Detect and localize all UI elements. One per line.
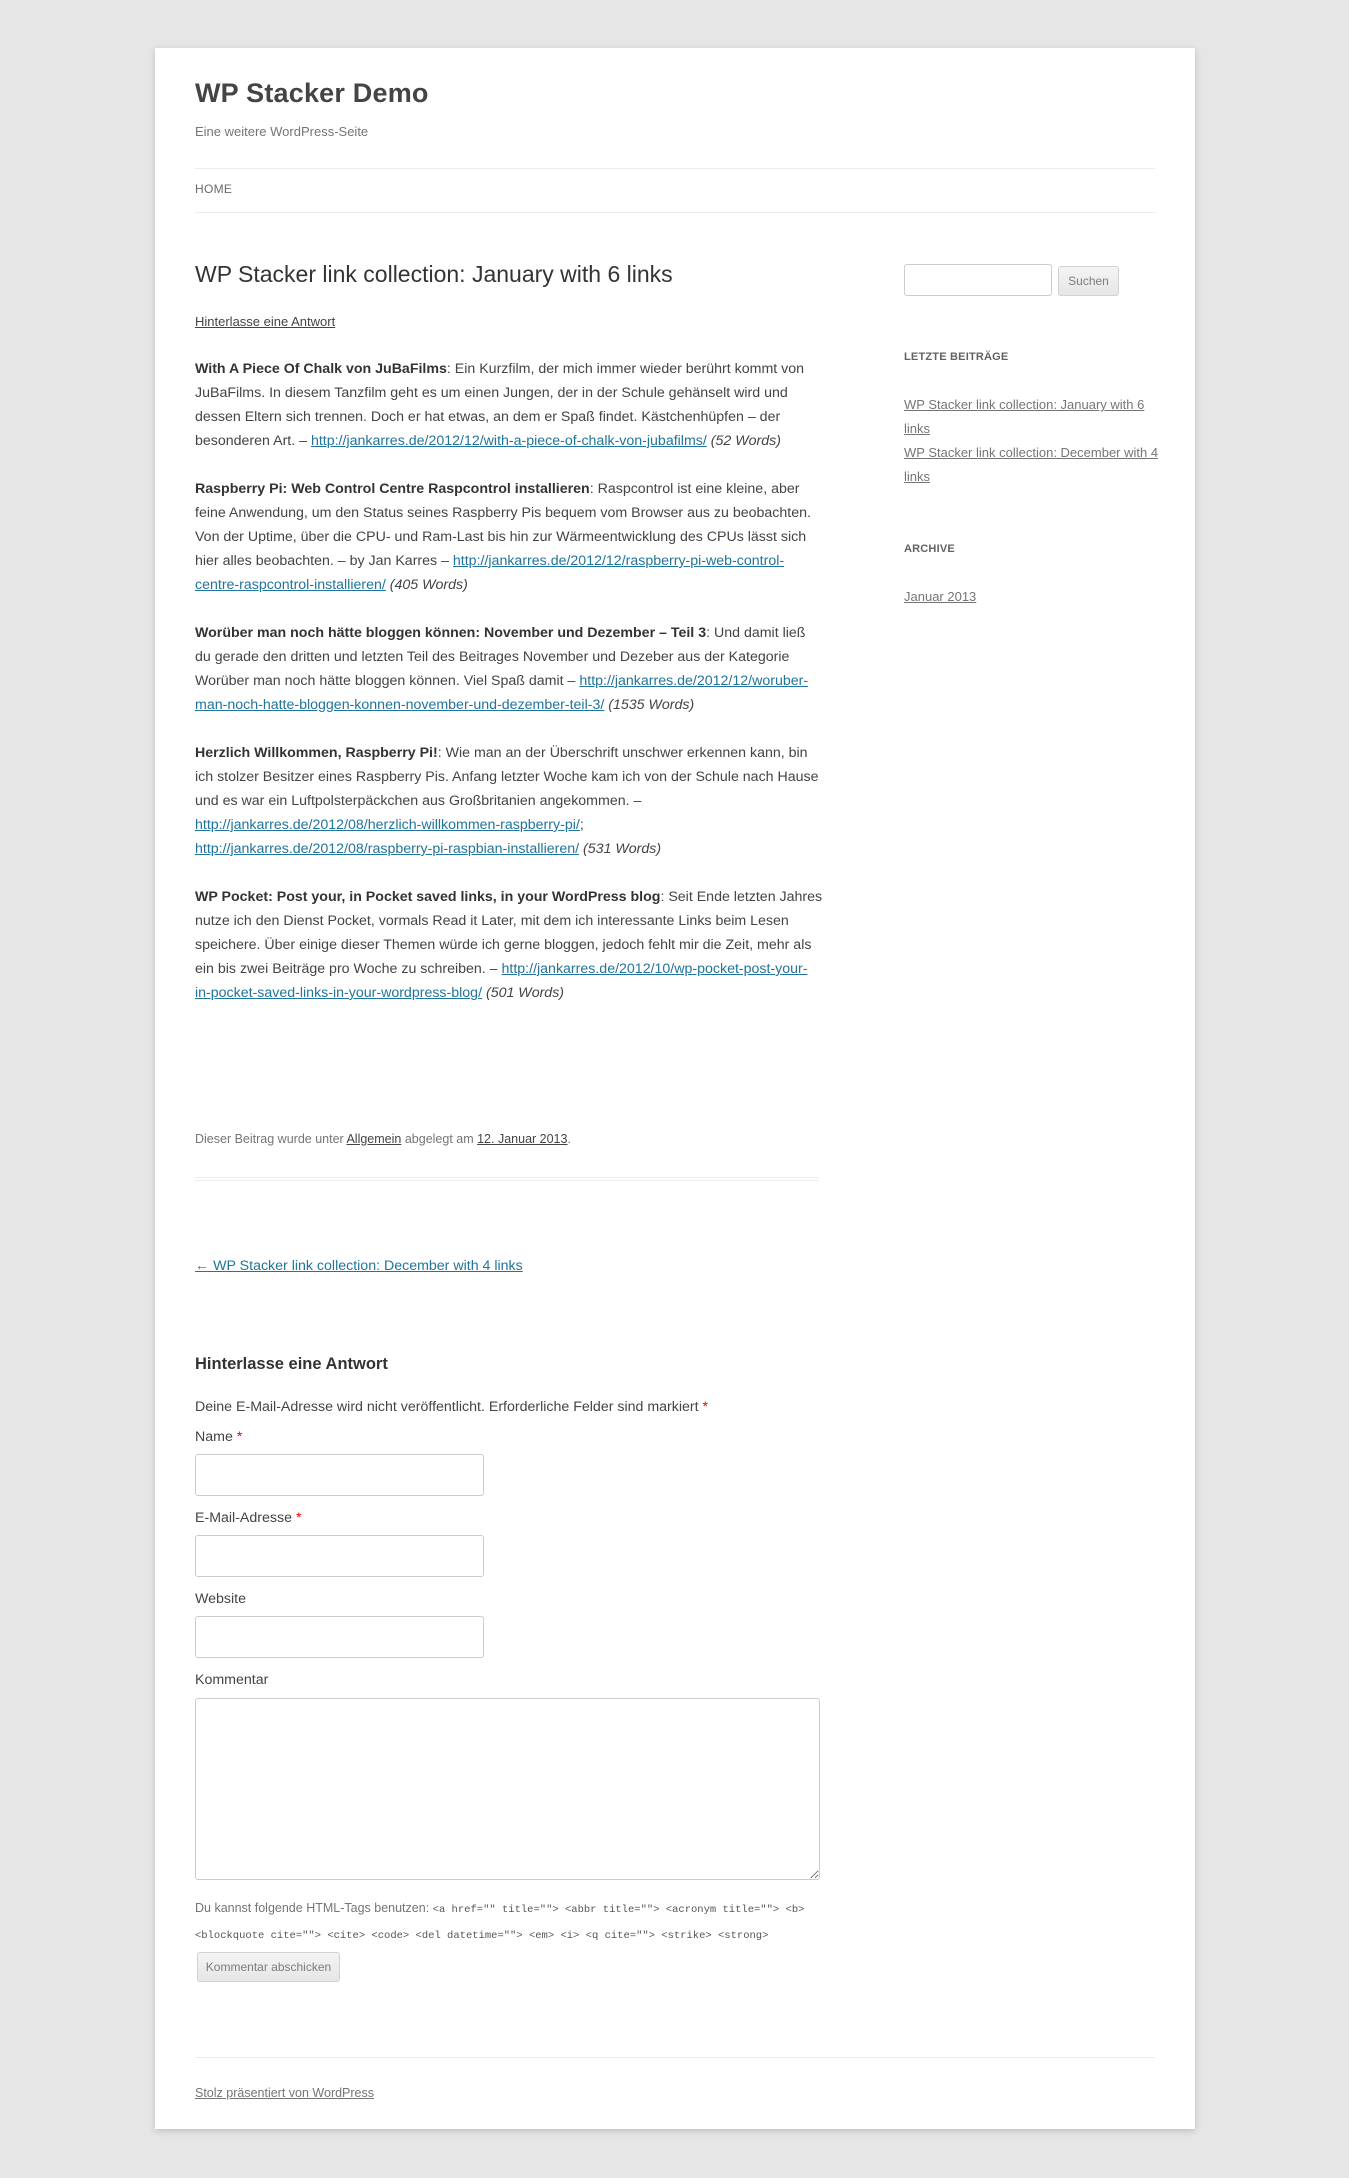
link-item-url[interactable]: http://jankarres.de/2012/12/with-a-piece-of-chalk-von-jubafilms/ xyxy=(310,433,707,449)
recent-post-link[interactable]: WP Stacker link collection: January with 6 links xyxy=(904,397,1145,436)
required-mark: * xyxy=(702,1399,709,1415)
link-separator: ; xyxy=(579,817,584,833)
entry-meta xyxy=(195,1132,571,1146)
comment-textarea[interactable] xyxy=(195,1698,820,1880)
previous-post-link[interactable]: ← WP Stacker link collection: December with 4 links xyxy=(195,1258,523,1274)
website-label: Website xyxy=(195,1591,246,1607)
link-item xyxy=(195,477,823,597)
nav-item-home[interactable]: HOME xyxy=(195,182,233,196)
link-item xyxy=(195,741,823,861)
recent-post-item xyxy=(904,441,1159,489)
recent-post-link[interactable]: WP Stacker link collection: December with 4 links xyxy=(904,445,1159,484)
submit-comment-button[interactable]: Kommentar abschicken xyxy=(197,1952,340,1982)
link-item-words: (501 Words) xyxy=(485,985,565,1001)
entry-title[interactable]: WP Stacker link collection: January with 6 links xyxy=(195,261,673,287)
link-item-title: With A Piece Of Chalk von JuBaFilms xyxy=(195,361,447,377)
nav-divider-top xyxy=(195,168,1155,169)
recent-posts-list xyxy=(904,393,1159,489)
search-button[interactable]: Suchen xyxy=(1058,266,1119,296)
link-item-words: (1535 Words) xyxy=(608,697,695,713)
link-item-text: : Seit Ende letzten Jahres nutze ich den Dienst Pocket, vormals Read it Later, mit dem ich interessante Links beim Lesen speichere. Über einige dieser Themen würde ich gerne bloggen, jedoch fehlt mir die Zeit, mehr als ein bis zwei Beiträge pro Woche zu schreiben. – xyxy=(195,889,823,977)
comment-notes-text: Deine E-Mail-Adresse wird nicht veröffentlicht. Erforderliche Felder sind markiert xyxy=(195,1399,699,1415)
required-mark: * xyxy=(295,1510,302,1526)
link-item xyxy=(195,357,823,453)
comment-label: Kommentar xyxy=(195,1672,269,1688)
name-label-text: Name xyxy=(195,1429,233,1445)
site-description: Eine weitere WordPress-Seite xyxy=(195,124,369,139)
link-item-words: (52 Words) xyxy=(710,433,781,449)
email-label xyxy=(195,1510,301,1526)
link-item-url[interactable]: http://jankarres.de/2012/12/raspberry-pi-web-control-centre-raspcontrol-installieren/ xyxy=(195,553,785,593)
nav-divider-bottom xyxy=(195,212,1155,213)
email-field[interactable] xyxy=(195,1535,484,1577)
allowed-tags-list: <a href="" title=""> <abbr title=""> <acronym title=""> <b> <blockquote cite=""> <cite> <code> <del datetime=""> <em> <i> <q cite=""> <strike> <strong> xyxy=(195,1904,805,1942)
link-item-words: (405 Words) xyxy=(389,577,468,593)
website-field[interactable] xyxy=(195,1616,484,1658)
archive-item xyxy=(904,585,1159,609)
archive-title: ARCHIVE xyxy=(904,543,955,555)
meta-suffix: . xyxy=(567,1132,571,1146)
link-item-title: Herzlich Willkommen, Raspberry Pi! xyxy=(195,745,438,761)
leave-reply-link[interactable]: Hinterlasse eine Antwort xyxy=(195,314,336,329)
link-item xyxy=(195,885,823,1005)
link-item-text: : Raspcontrol ist eine kleine, aber feine Anwendung, um den Status seines Raspberry Pis bequem vom Browser aus zu beobachten. Von der Uptime, über die CPU- und Ram-Last bis hin zur Wärmeentwicklung des CPUs lässt sich hier alles beobachten. – by Jan Karres – xyxy=(195,481,811,569)
link-item-text: : Und damit ließ du gerade den dritten und letzten Teil des Beitrages November und Dezeber aus der Kategorie Worüber man noch hätte bloggen können. Viel Spaß damit – xyxy=(195,625,806,689)
search-input[interactable] xyxy=(904,264,1052,296)
allowed-tags-note xyxy=(195,1896,820,1948)
required-mark: * xyxy=(236,1429,243,1445)
page-container xyxy=(155,48,1195,2129)
link-item-text: : Wie man an der Überschrift unschwer erkennen kann, bin ich stolzer Besitzer eines Raspberry Pis. Anfang letzter Woche kam ich von der Schule nach Hause und es war ein Luftpolsterpäckchen aus Großbritanien angekommen. – xyxy=(195,745,819,809)
link-item-url[interactable]: http://jankarres.de/2012/10/wp-pocket-post-your-in-pocket-saved-links-in-your-wordpress-blog/ xyxy=(195,961,808,1001)
recent-post-item xyxy=(904,393,1159,441)
meta-middle: abgelegt am xyxy=(401,1132,478,1146)
entry-divider xyxy=(195,1180,819,1181)
archive-list xyxy=(904,585,1159,609)
comment-notes xyxy=(195,1399,708,1415)
name-field[interactable] xyxy=(195,1454,484,1496)
category-link[interactable]: Allgemein xyxy=(346,1132,402,1146)
powered-by-link[interactable]: Stolz präsentiert von WordPress xyxy=(195,2086,375,2100)
recent-posts-title: LETZTE BEITRÄGE xyxy=(904,351,1009,363)
link-item-title: WP Pocket: Post your, in Pocket saved links, in your WordPress blog xyxy=(195,889,661,905)
link-item xyxy=(195,621,823,717)
name-label xyxy=(195,1429,242,1445)
entry-divider xyxy=(195,1177,819,1178)
date-link[interactable]: 12. Januar 2013 xyxy=(477,1132,568,1146)
entry-content xyxy=(195,357,823,1029)
email-label-text: E-Mail-Adresse xyxy=(195,1510,292,1526)
meta-prefix: Dieser Beitrag wurde unter xyxy=(195,1132,347,1146)
link-item-url[interactable]: http://jankarres.de/2012/08/herzlich-willkommen-raspberry-pi/ xyxy=(195,817,580,833)
link-item-text: : Ein Kurzfilm, der mich immer wieder berührt kommt von JuBaFilms. In diesem Tanzfilm geht es um einen Jungen, der in der Schule gehänselt wird und dessen Eltern sich trennen. Doch er hat etwas, an dem er Spaß findet. Kästchenhüpfen – der besonderen Art. – xyxy=(195,361,805,449)
link-item-title: Worüber man noch hätte bloggen können: November und Dezember – Teil 3 xyxy=(195,625,707,641)
footer-divider xyxy=(195,2057,1155,2058)
allowed-tags-prefix: Du kannst folgende HTML-Tags benutzen: xyxy=(195,1901,430,1915)
link-item-words: (531 Words) xyxy=(583,841,662,857)
archive-link[interactable]: Januar 2013 xyxy=(904,589,977,604)
link-item-url-2[interactable]: http://jankarres.de/2012/08/raspberry-pi-raspbian-installieren/ xyxy=(195,841,580,857)
link-item-title: Raspberry Pi: Web Control Centre Raspcontrol installieren xyxy=(195,481,590,497)
link-item-url[interactable]: http://jankarres.de/2012/12/woruber-man-noch-hatte-bloggen-konnen-november-und-dezember-teil-3/ xyxy=(195,673,809,713)
comment-form-title: Hinterlasse eine Antwort xyxy=(195,1355,388,1373)
site-title[interactable]: WP Stacker Demo xyxy=(195,78,429,108)
